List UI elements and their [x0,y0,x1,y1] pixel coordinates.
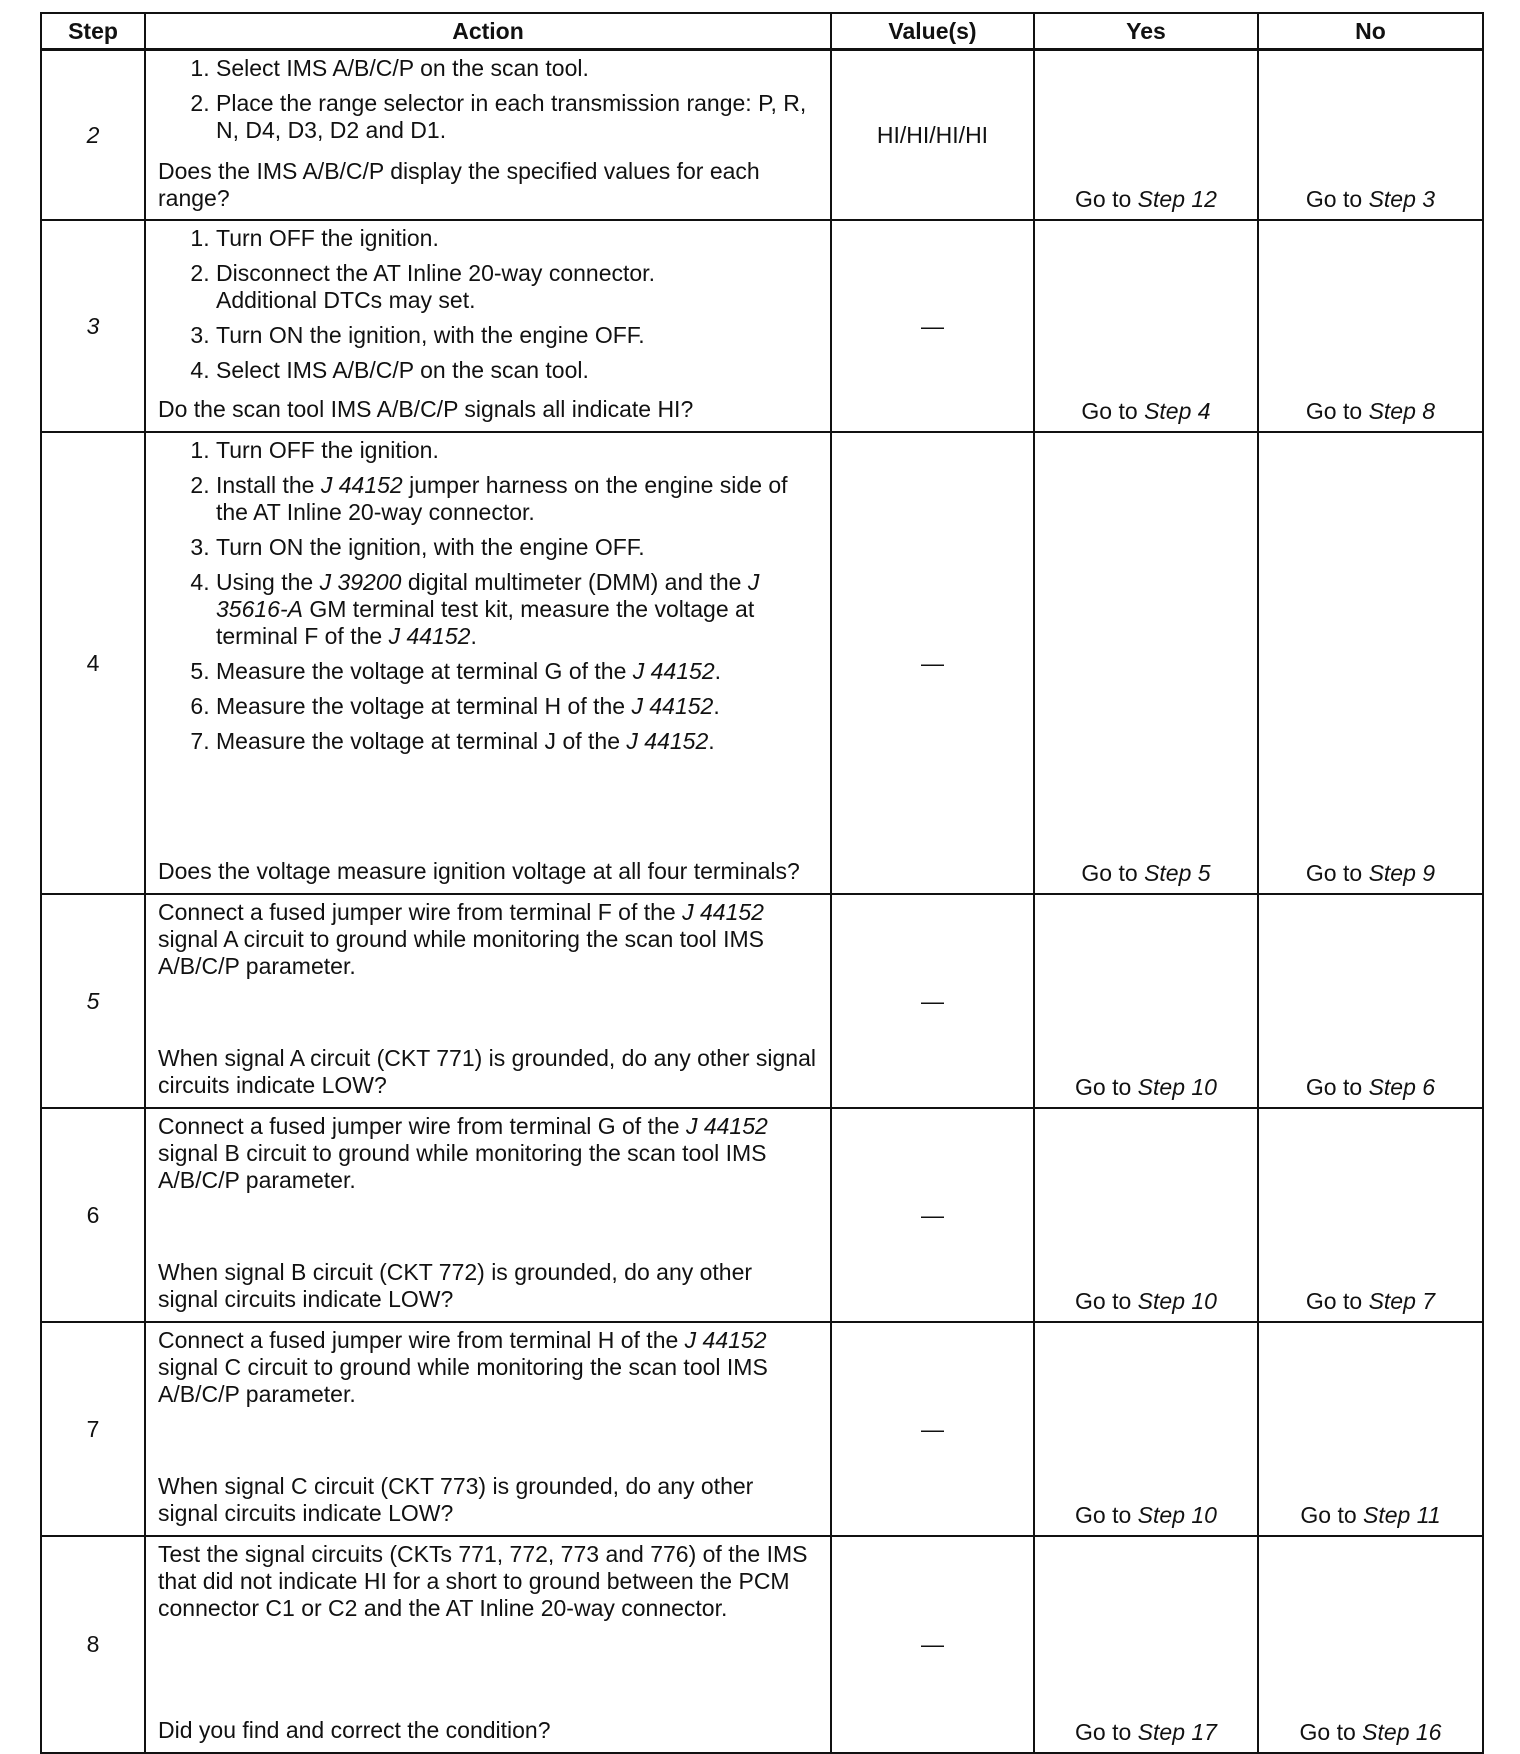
go-to-label: Go to [1305,398,1363,424]
step-ref: Step 6 [1368,1074,1436,1100]
action-cell [145,1108,831,1322]
tool-ref: J 35616-A [216,569,760,622]
yes-cell [1034,1108,1258,1322]
step-number: 8 [41,1536,145,1753]
header-no: No [1258,13,1483,50]
tool-ref: J 44152 [388,623,471,649]
header-values: Value(s) [831,13,1034,50]
step-number: 3 [41,220,145,432]
step-ref: Step 10 [1137,1288,1217,1314]
go-to-label: Go to [1075,1502,1132,1528]
action-step: 1. Select IMS A/B/C/P on the scan tool. [216,55,818,82]
yes-cell [1034,1536,1258,1753]
yes-cell [1034,220,1258,432]
action-text: Test the signal circuits (CKTs 771, 772, 773 and 776) of the IMS that did not indicate HI for a short to ground between the PCM connector C1 or C2 and the AT Inline 20-way connector. [158,1541,808,1621]
text-fragment: Measure the voltage at terminal H of the [216,693,626,719]
text-fragment: digital multimeter (DMM) and the [407,569,742,595]
tool-ref: J 44152 [682,899,764,925]
text-fragment: Using the [216,569,314,595]
go-to-label: Go to [1300,1502,1357,1528]
step-ref: Step 12 [1137,186,1217,212]
table-row [41,50,1483,221]
no-cell [1258,1108,1483,1322]
text-fragment: GM terminal test kit, measure the voltage at terminal F of the [216,596,755,649]
text-fragment: Measure the voltage at terminal G of the [216,658,627,684]
no-cell [1258,1322,1483,1536]
value-cell: — [831,894,1034,1108]
action-cell [145,1322,831,1536]
action-step: 1. Turn OFF the ignition. [216,437,818,464]
step-ref: Step 16 [1362,1719,1442,1745]
value-cell: — [831,1108,1034,1322]
no-cell [1258,50,1483,221]
step-ref: Step 5 [1144,860,1211,886]
action-question: Does the IMS A/B/C/P display the specified values for each range? [158,157,760,211]
value-cell: — [831,220,1034,432]
action-step: 3. Turn ON the ignition, with the engine OFF. [216,322,818,349]
action-question: Does the voltage measure ignition voltage at all four terminals? [158,858,800,884]
text-fragment: Connect a fused jumper wire from terminal H of the [158,1327,679,1353]
value-cell: HI/HI/HI/HI [831,50,1034,221]
go-to-label: Go to [1075,1288,1132,1314]
go-to-label: Go to [1305,1288,1363,1314]
step-ref: Step 4 [1144,398,1211,424]
go-to-label: Go to [1299,1719,1356,1745]
go-to-label: Go to [1075,186,1132,212]
action-cell [145,1536,831,1753]
header-row [41,13,1483,50]
action-step [216,693,818,720]
yes-cell [1034,1322,1258,1536]
action-text [158,899,818,980]
text-fragment: . [708,728,715,754]
action-step [216,569,818,650]
action-question: When signal A circuit (CKT 771) is grounded, do any other signal circuits indicate LOW? [158,1045,816,1098]
go-to-label: Go to [1075,1074,1132,1100]
action-step: 4. Select IMS A/B/C/P on the scan tool. [216,357,818,384]
action-step [216,260,818,314]
diagnostic-table [40,12,1484,1754]
no-cell [1258,432,1483,894]
action-cell [145,894,831,1108]
text-fragment: . [714,658,722,684]
action-step: 2. Place the range selector in each transmission range: P, R, N, D4, D3, D2 and D1. [216,90,818,144]
action-question: When signal C circuit (CKT 773) is grounded, do any other signal circuits indicate LOW? [158,1473,754,1526]
action-step-text: Disconnect the AT Inline 20-way connector. [216,260,655,286]
text-fragment: . [470,623,477,649]
action-question: Did you find and correct the condition? [158,1717,551,1743]
step-ref: Step 17 [1137,1719,1217,1745]
go-to-label: Go to [1081,860,1138,886]
text-fragment: signal A circuit to ground while monitoring the scan tool IMS A/B/C/P parameter. [158,926,764,979]
go-to-label: Go to [1081,398,1138,424]
header-step: Step [41,13,145,50]
tool-ref: J 39200 [319,569,402,595]
yes-cell [1034,894,1258,1108]
step-number: 5 [41,894,145,1108]
value-cell: — [831,1322,1034,1536]
step-ref: Step 8 [1368,398,1436,424]
action-steps [158,225,818,384]
text-fragment: signal C circuit to ground while monitoring the scan tool IMS A/B/C/P parameter. [158,1354,768,1407]
yes-cell [1034,50,1258,221]
table-row [41,894,1483,1108]
table-row [41,432,1483,894]
table-row [41,1108,1483,1322]
tool-ref: J 44152 [320,472,403,498]
action-question: When signal B circuit (CKT 772) is grounded, do any other signal circuits indicate LOW? [158,1259,753,1312]
action-text [158,1327,818,1408]
text-fragment: jumper harness on the engine side of the AT Inline 20-way connector. [216,472,788,525]
header-yes: Yes [1034,13,1258,50]
text-fragment: Connect a fused jumper wire from terminal G of the [158,1113,680,1139]
yes-cell [1034,432,1258,894]
action-step [216,658,818,685]
step-ref: Step 10 [1137,1502,1217,1528]
text-fragment: Connect a fused jumper wire from terminal F of the [158,899,676,925]
step-ref: Step 10 [1137,1074,1217,1100]
step-ref: Step 11 [1363,1502,1441,1528]
step-number: 7 [41,1322,145,1536]
no-cell [1258,220,1483,432]
step-ref: Step 7 [1368,1288,1436,1314]
text-fragment: Install the [216,472,315,498]
table-row [41,1536,1483,1753]
tool-ref: J 44152 [684,1327,767,1353]
step-number: 4 [41,432,145,894]
step-number: 6 [41,1108,145,1322]
text-fragment: signal B circuit to ground while monitoring the scan tool IMS A/B/C/P parameter. [158,1140,767,1193]
action-text [158,1113,818,1194]
action-step [216,728,818,755]
no-cell [1258,894,1483,1108]
value-cell: — [831,1536,1034,1753]
go-to-label: Go to [1075,1719,1132,1745]
action-step: 3. Turn ON the ignition, with the engine OFF. [216,534,818,561]
tool-ref: J 44152 [632,658,715,684]
tool-ref: J 44152 [685,1113,768,1139]
text-fragment: . [713,693,720,719]
no-cell [1258,1536,1483,1753]
step-ref: Step 3 [1368,186,1436,212]
step-ref: Step 9 [1368,860,1436,886]
action-cell [145,220,831,432]
action-steps [158,55,818,144]
step-number: 2 [41,50,145,221]
action-cell [145,50,831,221]
header-action: Action [145,13,831,50]
action-step [216,472,818,526]
go-to-label: Go to [1305,186,1363,212]
action-steps [158,437,818,755]
value-cell: — [831,432,1034,894]
text-fragment: Measure the voltage at terminal J of the [216,728,620,754]
action-step: 1. Turn OFF the ignition. [216,225,818,252]
action-cell [145,432,831,894]
table-row [41,220,1483,432]
go-to-label: Go to [1305,860,1363,886]
go-to-label: Go to [1305,1074,1363,1100]
table-row [41,1322,1483,1536]
tool-ref: J 44152 [626,728,709,754]
action-question: Do the scan tool IMS A/B/C/P signals all indicate HI? [158,396,694,422]
action-step-note: Additional DTCs may set. [216,287,476,313]
tool-ref: J 44152 [631,693,714,719]
